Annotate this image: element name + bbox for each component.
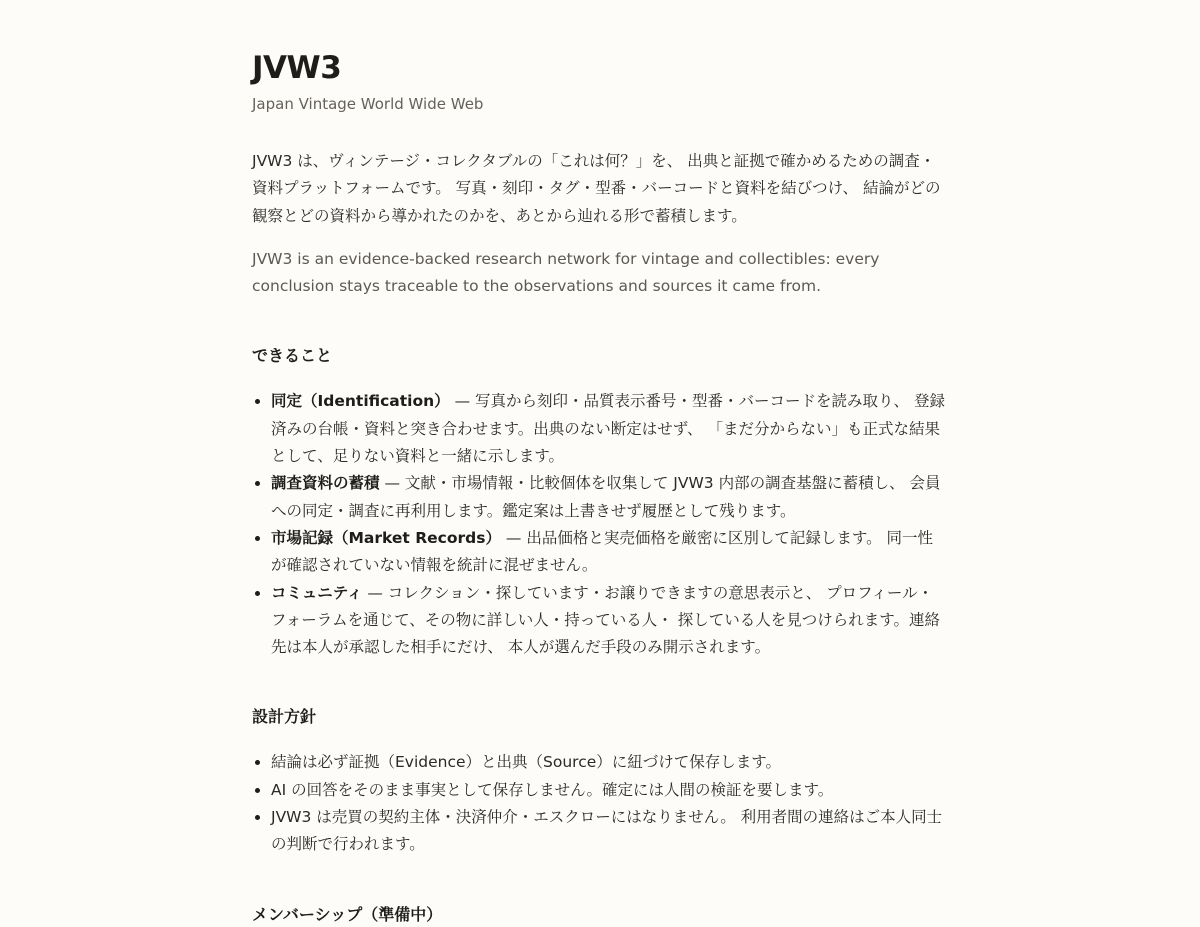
policy-list [252,749,948,858]
site-title: JVW3 [252,50,342,86]
policy-heading: 設計方針 [252,707,317,727]
policy-item: • AI の回答をそのまま事実として保存しません。確定には人間の検証を要します。 [271,777,948,804]
site-subtitle: Japan Vintage World Wide Web [252,95,484,113]
membership-section [252,903,948,927]
feature-item-market-records [271,525,948,580]
feature-term: 調査資料の蓄積 [271,474,380,493]
features-section [252,344,948,661]
features-list [252,388,948,661]
feature-term: コミュニティ [271,583,363,602]
feature-item-identification [271,388,948,470]
feature-item-research-archive [271,470,948,525]
policy-section [252,705,948,858]
membership-heading: メンバーシップ（準備中） [252,904,443,924]
intro-japanese: JVW3 は、ヴィンテージ・コレクタブルの「これは何？」を、 出典と証拠で確かめるための調査・資料プラットフォームです。 写真・刻印・タグ・型番・バーコードと資料を結びつけ、 結論がどの観察とどの資料から導かれたのかを、あとから辿れる形で蓄積します。 [252,152,941,225]
feature-term: 同定（Identification） [271,392,450,411]
feature-description: — 文献・市場情報・比較個体を収集して JVW3 内部の調査基盤に蓄積し、 会員への同定・調査に再利用します。鑑定案は上書きせず履歴として残ります。 [271,474,941,520]
features-heading: できること [252,346,333,366]
policy-item: • 結論は必ず証拠（Evidence）と出典（Source）に紐づけて保存します。 [271,749,948,776]
policy-item: • JVW3 は売買の契約主体・決済仲介・エスクローにはなりません。 利用者間の連絡はご本人同士の判断で行われます。 [271,804,948,859]
feature-description: — コレクション・探しています・お譲りできますの意思表示と、 プロフィール・フォーラムを通じて、その物に詳しい人・持っている人・ 探している人を見つけられます。連絡先は本人が承認した相手にだけ、 本人が選んだ手段のみ開示されます。 [271,583,940,657]
feature-description: — 出品価格と実売価格を厳密に区別して記録します。 同一性が確認されていない情報を統計に混ぜません。 [271,528,934,575]
feature-item-community [271,580,948,662]
feature-description: — 写真から刻印・品質表示番号・型番・バーコードを読み取り、 登録済みの台帳・資料と突き合わせます。出典のない断定はせず、 「まだ分からない」も正式な結果として、足りない資料と一緒に示します。 [271,392,945,466]
intro-english: JVW3 is an evidence-backed research network for vintage and collectibles: every conclusion stays traceable to the observations and sources it came from. [252,249,880,296]
main-content [252,46,948,927]
feature-term: 市場記録（Market Records） [271,528,501,547]
